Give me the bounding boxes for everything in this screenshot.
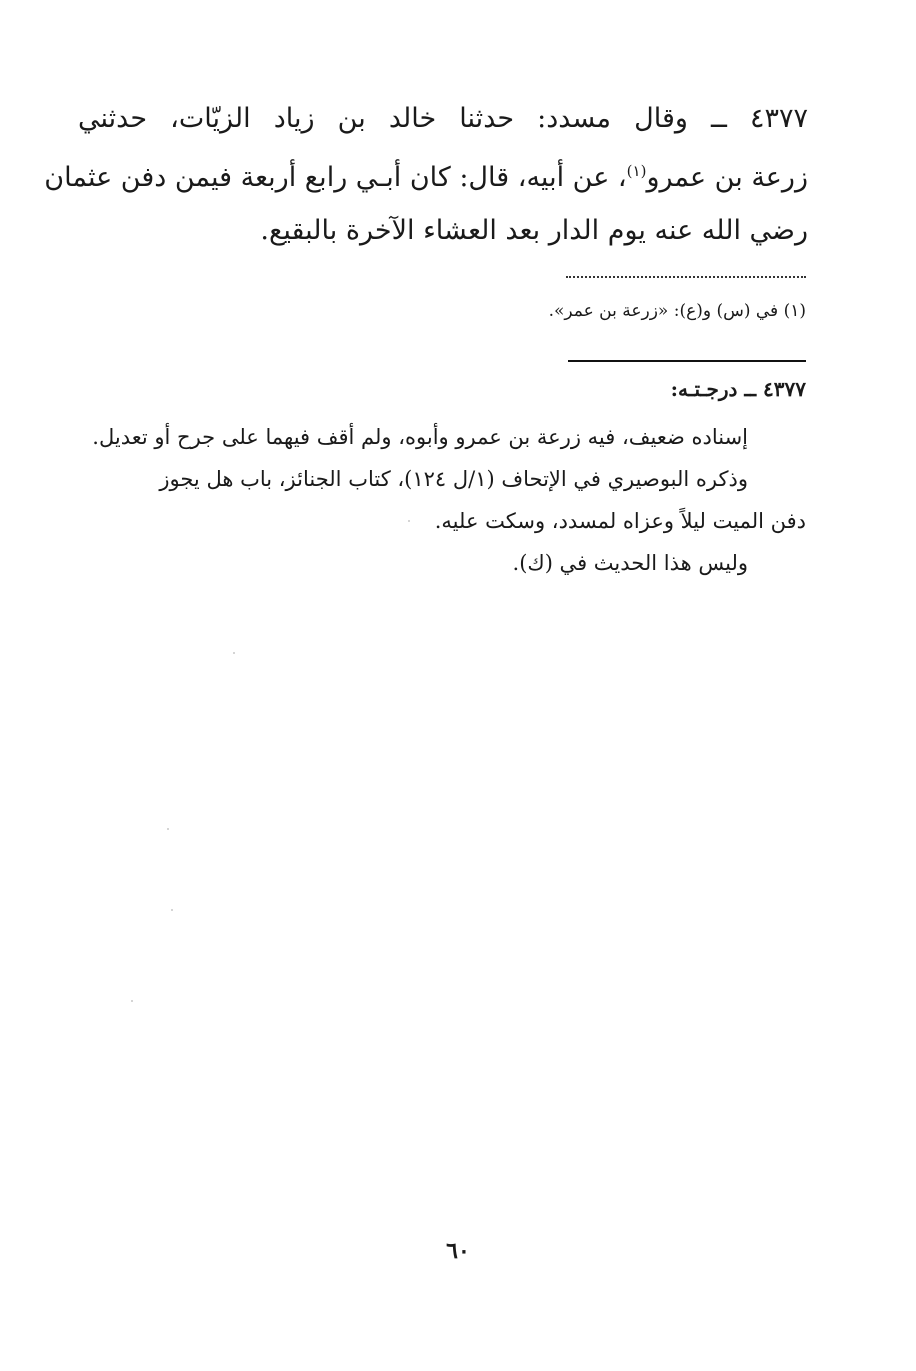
grade-line-1: إسناده ضعيف، فيه زرعة بن عمرو وأبوه، ولم أقف فيهما على جرح أو تعديل.	[92, 425, 748, 449]
scan-speck	[131, 1000, 133, 1002]
scan-speck	[171, 909, 173, 911]
hadith-line-2	[44, 145, 808, 204]
hadith-text	[44, 92, 808, 257]
hadith-line-1	[78, 92, 808, 145]
scan-speck	[167, 828, 169, 830]
grade-body	[76, 416, 806, 584]
grade-line-4: وليس هذا الحديث في (ك).	[512, 551, 748, 575]
hadith-line-3-text: رضي الله عنه يوم الدار بعد العشاء الآخرة بالبقيع.	[260, 215, 808, 246]
footnote	[76, 296, 806, 326]
footnote-text: (١) في (س) و(ع): «زرعة بن عمر».	[548, 301, 806, 321]
grade-line-2: وذكره البوصيري في الإتحاف (١/ل ١٢٤)، كتاب الجنائز، باب هل يجوز	[159, 467, 748, 491]
grade-line-3: دفن الميت ليلاً وعزاه لمسدد، وسكت عليه.	[434, 509, 806, 533]
footnote-separator-dots	[566, 266, 806, 278]
section-separator-line	[568, 360, 806, 362]
grade-heading-text: ٤٣٧٧ ــ درجـتـه:	[670, 377, 806, 401]
grade-heading	[76, 372, 806, 406]
footnote-reference[interactable]: (١)	[626, 162, 647, 180]
hadith-line-1-text: ٤٣٧٧ ــ وقال مسدد: حدثنا خالد بن زياد الزيّات، حدثني	[78, 103, 808, 134]
hadith-line-2-end: ، عن أبيه، قال: كان أبـي رابع أربعة فيمن دفن عثمان	[44, 162, 627, 193]
page-number: ٦٠	[446, 1238, 470, 1264]
hadith-line-3	[78, 204, 808, 257]
hadith-line-2-start: زرعة بن عمرو	[646, 162, 808, 193]
scan-speck	[408, 520, 410, 522]
scan-speck	[233, 652, 235, 654]
